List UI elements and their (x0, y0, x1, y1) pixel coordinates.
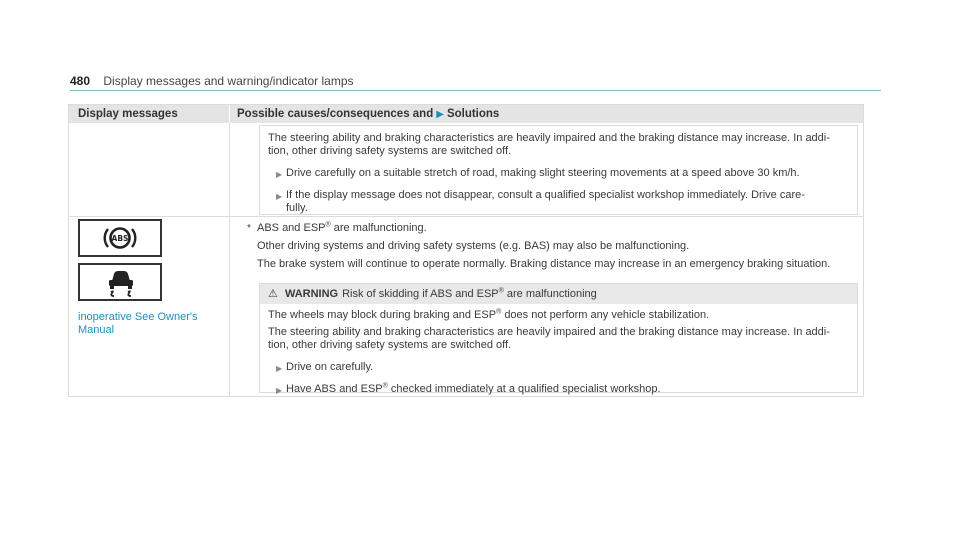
bullet-arrow-icon: ▶ (276, 364, 283, 373)
warning-bullet-2: ▶ Have ABS and ESP® checked immediately at a qualified specialist workshop. (276, 382, 661, 395)
table-header (69, 105, 863, 123)
warning-box (259, 283, 858, 393)
abs-warning-icon (78, 219, 162, 257)
esp-skid-icon (78, 263, 162, 301)
cause-line-2: Other driving systems and driving safety systems (e.g. BAS) may also be malfunctioning. (257, 240, 690, 252)
page-number: 480 (70, 74, 91, 88)
row1-bullet-2: ▶ If the display message does not disappear, consult a qualified specialist workshop immediately. Drive care- fully. (276, 189, 805, 214)
bullet-arrow-icon: ▶ (276, 192, 283, 201)
cause-line-3: The brake system will continue to operate normally. Braking distance may increase in an emergency braking situation. (257, 258, 831, 270)
row2-causes: * ABS and ESP® are malfunctioning. Other driving systems and driving safety systems (e.g. BAS) may also be malfunctioning. The brake system will continue to operate normally. Braking distance may increase in an emergency braking situation. (247, 222, 857, 276)
solutions-arrow-icon: ▶ (436, 109, 444, 120)
warning-triangle-icon: ⚠ (268, 288, 278, 300)
warning-bar: ⚠ WARNING Risk of skidding if ABS and ESP® are malfunctioning (260, 284, 857, 304)
warning-line-1: The wheels may block during braking and ESP® does not perform any vehicle stabilization. (268, 308, 710, 321)
bullet-arrow-icon: ▶ (276, 170, 283, 179)
svg-text:ABS: ABS (111, 234, 129, 243)
col-header-display-messages: Display messages (78, 108, 178, 120)
page-title: Display messages and warning/indicator lamps (103, 74, 354, 88)
row1-bullet-1: ▶ Drive carefully on a suitable stretch of road, making slight steering movements at a speed above 30 km/h. (276, 167, 800, 179)
col-header-causes: Possible causes/consequences and ▶ Solutions (237, 108, 500, 120)
row1-solutions-box (259, 125, 858, 215)
page-header (70, 74, 881, 91)
cause-line-1: ABS and ESP® are malfunctioning. (257, 221, 427, 234)
bullet-arrow-icon: ▶ (276, 386, 283, 395)
messages-table (68, 104, 864, 397)
warning-bullet-1: ▶ Drive on carefully. (276, 361, 374, 373)
row1-intro: The steering ability and braking characteristics are heavily impaired and the braking distance may increase. In addi- tion, other driving safety systems are switched off. (268, 132, 830, 157)
warning-line-2: The steering ability and braking characteristics are heavily impaired and the braking distance may increase. In addi- tion, other driving safety systems are switched off. (268, 326, 830, 351)
owners-manual-link[interactable]: inoperative See Owner's Manual (78, 311, 198, 336)
